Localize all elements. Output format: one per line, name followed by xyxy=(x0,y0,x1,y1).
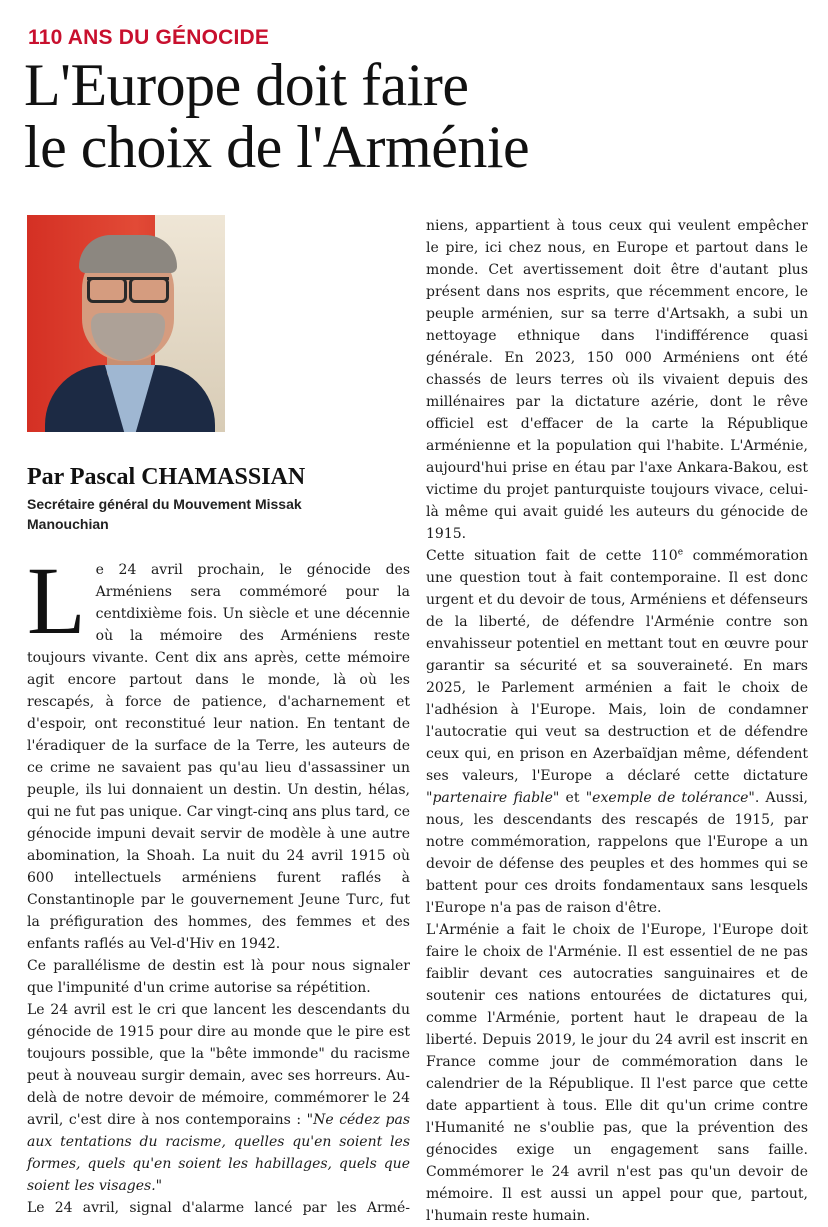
paragraph-2: Ce parallélisme de destin est là pour nous signaler que l'impunité d'un crime autorise sa répétition. xyxy=(27,958,410,996)
drop-cap: L xyxy=(27,547,86,654)
author-photo xyxy=(27,215,225,432)
paragraph-4: Le 24 avril, signal d'alarme lancé par les Armé- xyxy=(27,1200,410,1216)
kicker: 110 ANS DU GÉNOCIDE xyxy=(28,26,270,49)
quote: Ne cédez pas aux tentations du racisme, quelles qu'en soient les formes, quels qu'en soient les habillages, quels que soient les visages. xyxy=(27,1112,411,1194)
headline xyxy=(24,54,814,178)
headline-line-1: L'Europe doit faire xyxy=(24,52,469,118)
article-body-left xyxy=(27,547,411,1219)
paragraph-1: Le 24 avril prochain, le génocide des Arméniens sera commémoré pour la centdixième fois. Un siècle et une décennie où la mémoire des Arméniens reste toujours vivante. Cent dix ans après, cette mémoire agit encore partout dans le monde, là où les rescapés, à force de patience, d'acharnement et d'espoir, ont reconstitué leur nation. En tentant de l'éradiquer de la surface de la Terre, les auteurs de ce crime ne savaient pas qu'au lieu d'assassiner un peuple, ils lui donnaient un destin. Un destin, hélas, qui ne fut pas unique. Car vingt-cinq ans plus tard, ce génocide impuni devait servir de modèle à une autre abomination, la Shoah. La nuit du 24 avril 1915 où 600 intellectuels arméniens furent raflés à Constantinople par le gouvernement Jeune Turc, fut la préfiguration des hommes, des femmes et des enfants raflés au Vel-d'Hiv en 1942. xyxy=(27,547,410,952)
column-left xyxy=(27,215,410,1219)
paragraph-3: Le 24 avril est le cri que lancent les descendants du génocide de 1915 pour dire au monde que le pire est toujours possible, que la "bête immonde" du racisme peut à nouveau surgir demain, avec ses horreurs. Au-delà de notre devoir de mémoire, commémorer le 24 avril, c'est dire à nos contemporains : "Ne cédez pas aux tentations du racisme, quelles qu'en soient les formes, quels qu'en soient les habillages, quels que soient les visages." xyxy=(27,1002,411,1194)
paragraph-5: Cette situation fait de cette 110e commémoration une question tout à fait contemporaine. Il est donc urgent et du devoir de tous, Arméniens et défenseurs de la liberté, de défendre l'Arménie contre son envahisseur potentiel en mettant tout en œuvre pour garantir sa sécurité et sa souveraineté. En mars 2025, le Parlement arménien a fait le choix de l'adhésion à l'Europe. Mais, loin de condamner l'autocratie qui veut sa destruction et de défendre ceux qui, en prison en Azerbaïdjan même, défendent ses valeurs, l'Europe a déclaré cette dictature "partenaire fiable" et "exemple de tolérance". Aussi, nous, les descendants des rescapés de 1915, par notre commémoration, rappelons que l'Europe a un devoir de défense des peuples et des hommes qui se battent pour ces droits fondamentaux sans lesquels l'Europe n'a pas de raison d'être. xyxy=(426,547,808,916)
paragraph-6: L'Arménie a fait le choix de l'Europe, l'Europe doit faire le choix de l'Arménie. Il est essentiel de ne pas faiblir devant ces autocraties sanguinaires et de soutenir ces nations entourées de dictatures qui, comme l'Arménie, portent haut le drapeau de la liberté. Depuis 2019, le jour du 24 avril est inscrit en France comme jour de commémoration dans le calendrier de la République. Il l'est parce que cette date appartient à tous. Elle dit qu'un crime contre l'Humanité ne s'oublie pas, que la prévention des génocides exige un engagement sans faille. Commémorer le 24 avril n'est pas qu'un devoir de mémoire. Il est aussi un appel pour que, partout, l'humain reste humain. xyxy=(426,922,808,1224)
author-byline: Par Pascal CHAMASSIAN xyxy=(27,464,306,490)
article-body-right xyxy=(426,215,808,1227)
column-right xyxy=(426,215,808,1227)
headline-line-2: le choix de l'Arménie xyxy=(24,114,530,180)
paragraph-4-rest: niens, appartient à tous ceux qui veulent empêcher le pire, ici chez nous, en Europe et partout dans le monde. Cet avertissement doit être d'autant plus présent dans nos esprits, que récemment encore, le peuple arménien, sur sa terre d'Artsakh, a subi un nettoyage ethnique dans l'indifférence quasi générale. En 2023, 150 000 Arméniens ont été chassés de leurs terres où ils vivaient depuis des millénaires par la dictature azérie, dont le rêve officiel est d'effacer de la carte la République arménienne et la population qui l'habite. L'Arménie, aujourd'hui prise en étau par l'axe Ankara-Bakou, est victime du projet panturquiste toujours vivace, celui-là même qui avait guidé les auteurs du génocide de 1915. xyxy=(426,218,808,542)
author-role: Secrétaire général du Mouvement Missak Manouchian xyxy=(27,496,302,532)
